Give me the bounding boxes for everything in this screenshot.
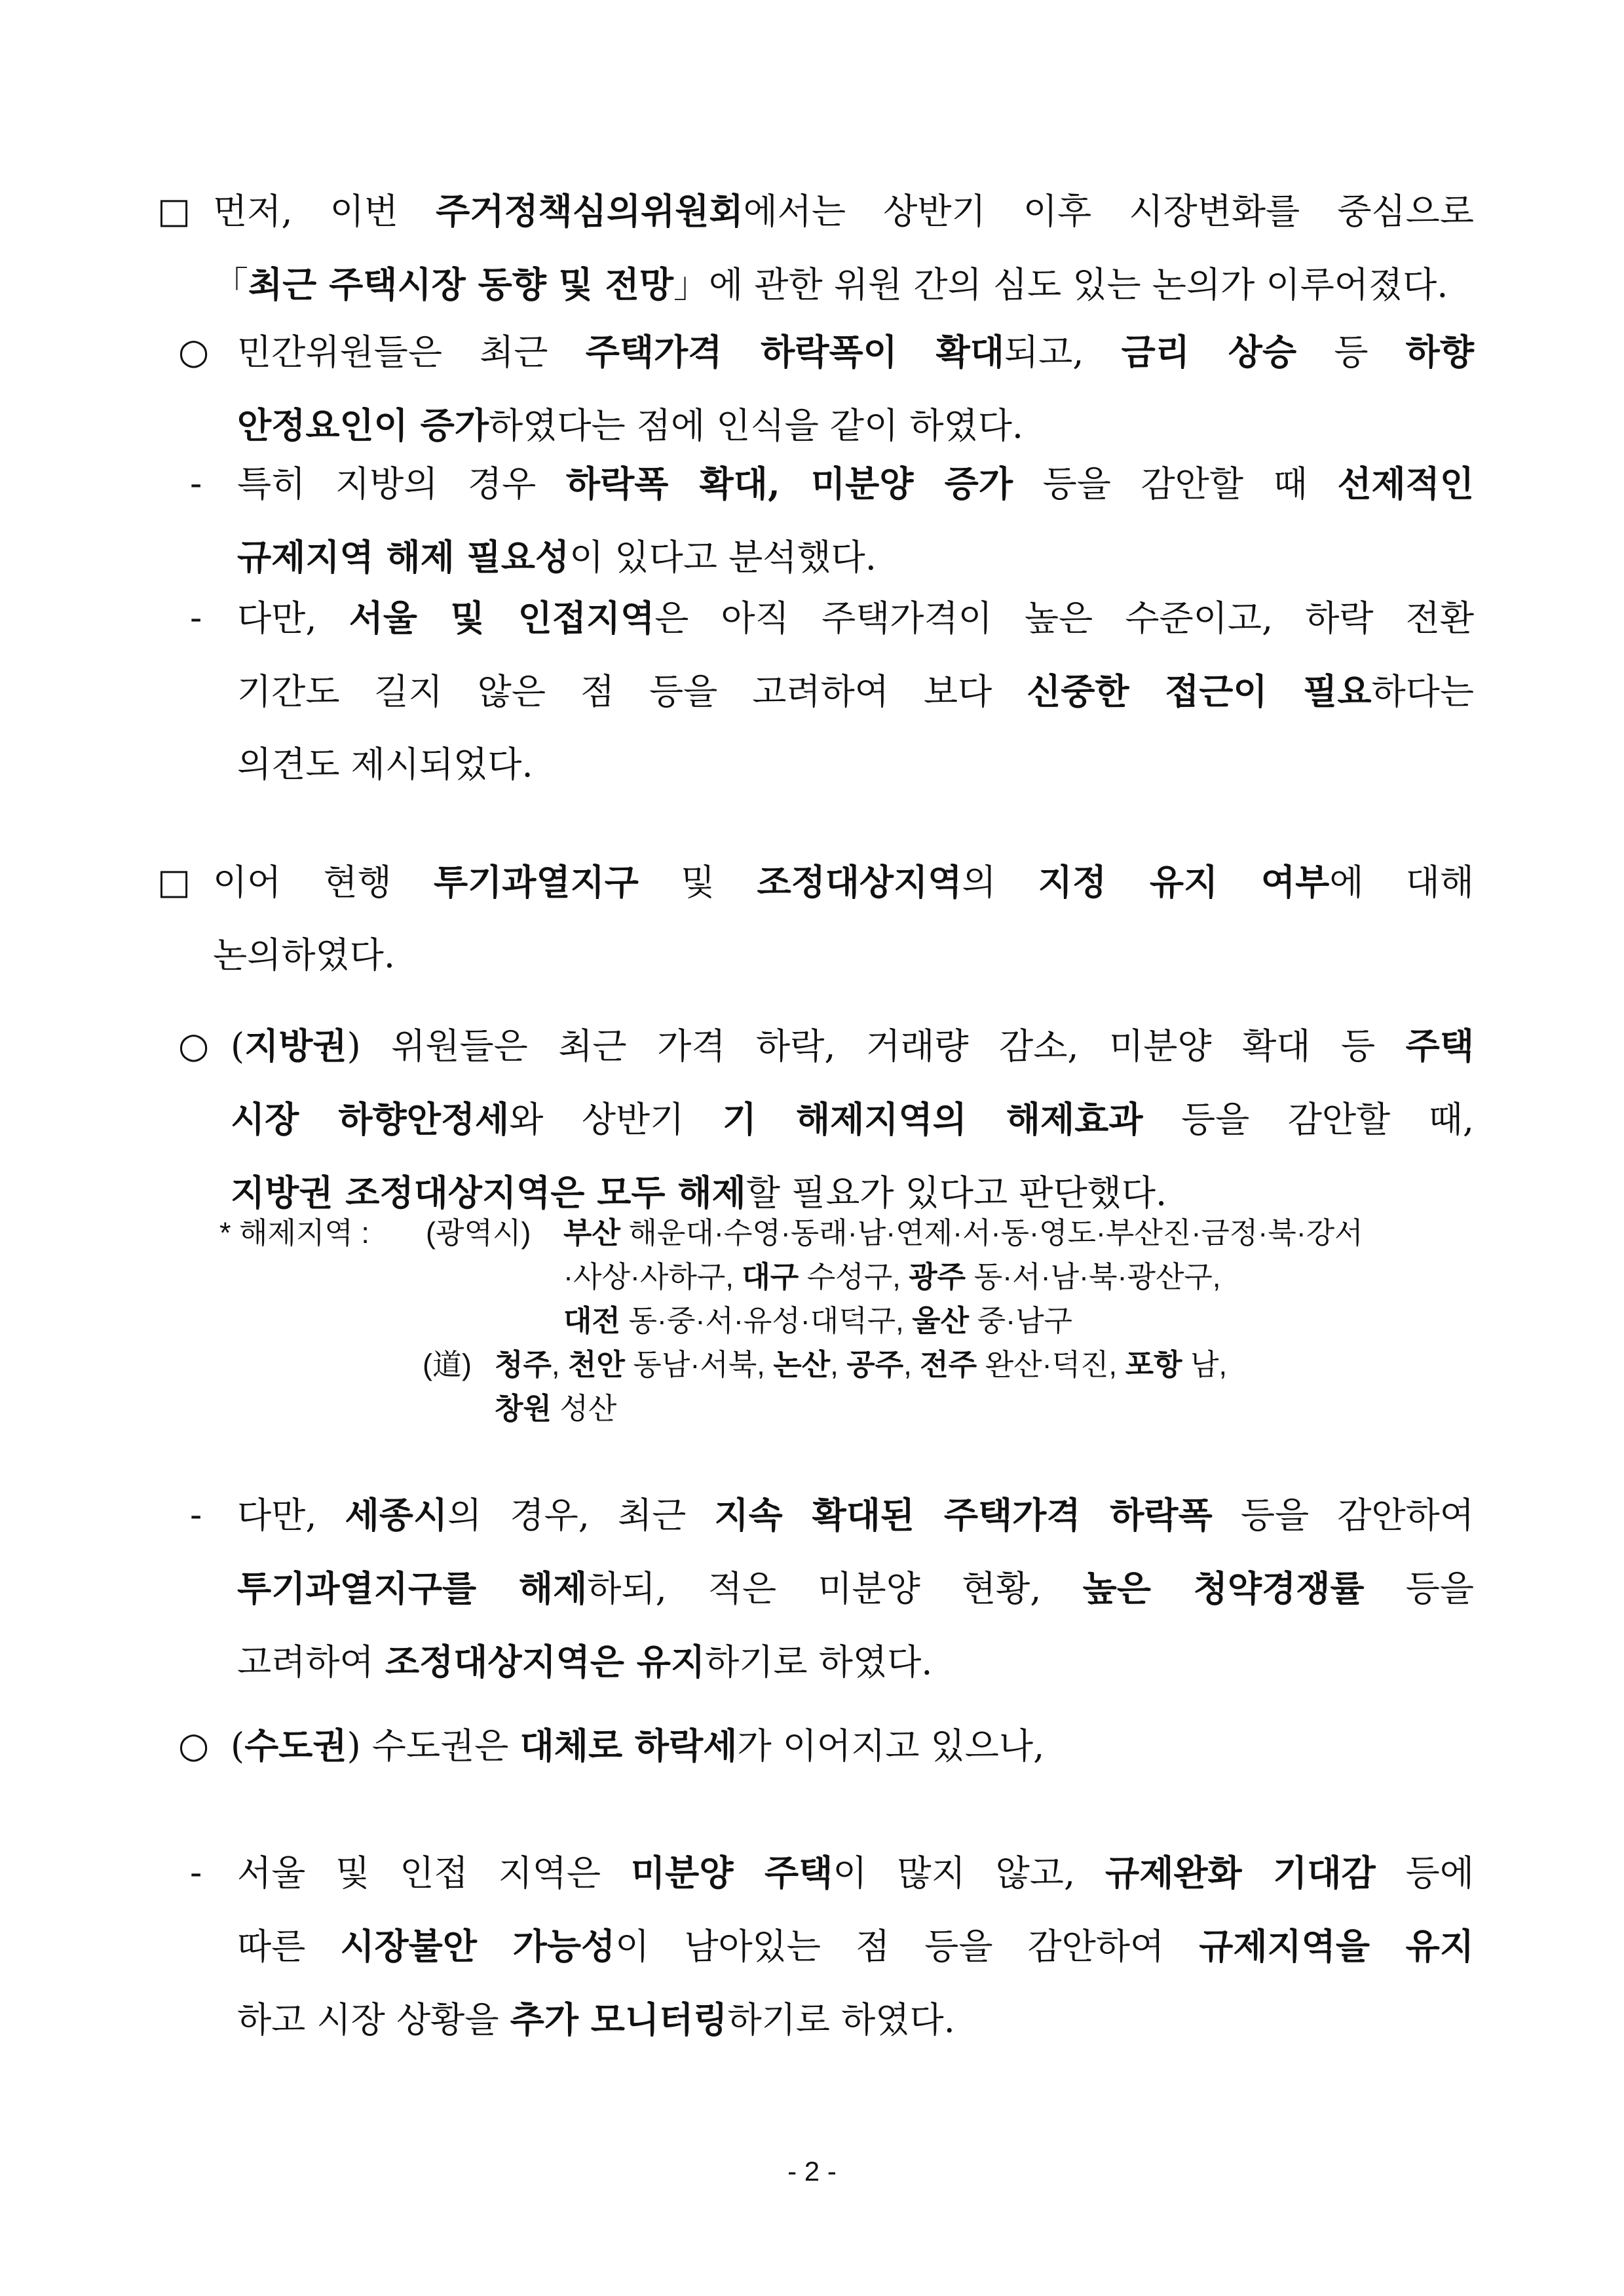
text-run: ) 위원들은 최근 가격 하락, 거래량 감소, 미분양 확대 등 (347, 1025, 1406, 1067)
text-line (237, 315, 1474, 389)
text-line (213, 919, 1474, 992)
text-run: 민간위원들은 최근 (237, 332, 586, 373)
text-line (237, 1625, 1474, 1698)
bold-phrase: 안정요인이 증가 (237, 404, 489, 446)
text-run: 동·서·남·북·광산구, (966, 1260, 1221, 1293)
text-run: 특히 지방의 경우 (237, 463, 566, 505)
bold-phrase: 지속 확대된 주택가격 하락폭 (714, 1494, 1213, 1536)
text-run: 완산·덕진, (977, 1348, 1125, 1381)
text-run: 남, (1182, 1348, 1227, 1381)
text-run: 수성구, (799, 1260, 909, 1293)
text-run: 따른 (237, 1926, 341, 1967)
bold-phrase: 지정 유지 여부 (1038, 861, 1330, 903)
text-run: ( (231, 1025, 245, 1067)
text-line (237, 655, 1474, 728)
text-run: 에서는 상반기 이후 시장변화를 중심으로 (743, 191, 1474, 232)
text-run: 의 (962, 862, 1038, 903)
s2-dash-paragraph-1 (237, 1478, 1474, 1698)
text-run: 하였다는 점에 인식을 같이 하였다. (488, 405, 1024, 446)
s2-circle-paragraph-2 (231, 1709, 1474, 1782)
bold-phrase: 논산 (773, 1348, 831, 1381)
text-run: 등을 감안할 때, (1142, 1099, 1474, 1140)
bold-phrase: 부산 (563, 1216, 620, 1250)
text-run: 할 필요가 있다고 판단했다. (746, 1172, 1167, 1214)
text-run: 기간도 길지 않은 점 등을 고려하여 보다 (237, 671, 1027, 712)
text-run: 성산 (551, 1392, 617, 1425)
bold-phrase: 대체로 하락세 (519, 1725, 738, 1767)
bold-phrase: 최근 주택시장 동향 및 전망 (248, 263, 674, 305)
bold-phrase: 청주 (495, 1348, 552, 1381)
dash-marker: - (190, 1494, 202, 1535)
text-line (237, 1909, 1474, 1983)
text-run: 하고 시장 상황을 (237, 1999, 510, 2040)
bold-phrase: 높은 청약경쟁률 (1082, 1567, 1365, 1609)
bold-phrase: 지방권 조정대상지역은 모두 해제 (231, 1172, 746, 1214)
bold-phrase: 미분양 주택 (630, 1852, 833, 1894)
bold-phrase: 수도권 (244, 1725, 347, 1767)
text-line (231, 1709, 1474, 1782)
text-run: 이어 현행 (213, 862, 434, 903)
bold-phrase: 조정대상지역 (757, 861, 962, 903)
bold-phrase: 시장불안 가능성 (340, 1925, 616, 1967)
dash-marker: - (190, 597, 202, 638)
text-run: 논의하였다. (213, 934, 395, 976)
footnote-marker: * 해제지역 : (219, 1216, 369, 1250)
section-marker: □ (157, 861, 191, 902)
section-2-paragraph (213, 845, 1474, 992)
text-run: 등에 (1375, 1852, 1474, 1894)
text-run: 다만, (237, 598, 349, 639)
text-run: 이 많지 않고, (833, 1852, 1106, 1894)
text-run: ) 수도권은 (347, 1725, 520, 1767)
bold-phrase: 주거정책심의위원회 (436, 190, 744, 232)
footnote-metro-list (563, 1211, 1363, 1343)
bold-phrase: 금리 상승 (1121, 331, 1297, 373)
footnote-label-province: (道) (423, 1348, 472, 1381)
circle-bullet-marker: ○ (178, 1725, 210, 1766)
bold-phrase: 선제적인 (1337, 463, 1474, 505)
text-run: 의 경우, 최근 (447, 1495, 715, 1536)
bold-phrase: 광주 (909, 1260, 966, 1293)
bold-phrase: 세종시 (345, 1494, 448, 1536)
text-run: 이 있다고 분석했다. (569, 537, 877, 578)
text-run: 하다는 (1371, 671, 1474, 712)
page-number: - 2 - (787, 2156, 837, 2187)
text-run: 의견도 제시되었다. (237, 744, 533, 785)
text-line (231, 1009, 1474, 1082)
text-run: 해운대·수영·동래·남·연제·서·동·영도·부산진·금정·북·강서 (620, 1216, 1363, 1250)
bold-phrase: 창원 (495, 1392, 552, 1425)
bold-phrase: 주택가격 하락폭이 확대 (585, 331, 1004, 373)
text-run: 이 남아있는 점 등을 감안하여 (615, 1926, 1199, 1967)
text-line (495, 1348, 1227, 1381)
text-run: 다만, (237, 1495, 345, 1536)
text-run: 및 (638, 862, 757, 903)
text-run: 등을 감안할 때 (1013, 463, 1338, 505)
bold-phrase: 투기과열지구 (433, 861, 639, 903)
text-run: , (830, 1348, 847, 1381)
text-run: 에 대해 (1329, 862, 1474, 903)
text-line (563, 1260, 1220, 1293)
bold-phrase: 기 해제지역의 해제효과 (722, 1098, 1143, 1140)
bold-phrase: 시장 하향안정세 (231, 1098, 510, 1140)
text-line (213, 248, 1474, 321)
circle-bullet-marker: ○ (178, 1025, 210, 1066)
bold-phrase: 천안 (567, 1348, 625, 1381)
section-1-paragraph (213, 174, 1474, 321)
section-marker: □ (157, 190, 191, 231)
text-run: 서울 및 인접 지역은 (237, 1852, 631, 1894)
bold-phrase: 주택 (1405, 1025, 1474, 1067)
dash-marker: - (190, 1852, 202, 1893)
s1-circle-paragraph (237, 315, 1474, 462)
bold-phrase: 대전 (563, 1304, 620, 1337)
bold-phrase: 전주 (920, 1348, 977, 1381)
text-line (237, 1836, 1474, 1909)
bold-phrase: 규제완화 기대감 (1105, 1852, 1376, 1894)
text-run: 가 이어지고 있으나, (737, 1725, 1045, 1767)
bold-phrase: 추가 모니터링 (510, 1999, 728, 2040)
text-line (213, 174, 1474, 248)
text-line (563, 1216, 1363, 1250)
text-run: 」에 관한 위원 간의 심도 있는 논의가 이루어졌다. (673, 264, 1448, 305)
bold-phrase: 공주 (846, 1348, 904, 1381)
circle-bullet-marker: ○ (178, 331, 210, 372)
text-line (563, 1304, 1072, 1337)
dash-marker: - (190, 463, 202, 504)
text-line (237, 447, 1474, 520)
bold-phrase: 조정대상지역은 유지 (385, 1641, 706, 1683)
text-run: 등을 감안하여 (1212, 1495, 1474, 1536)
bold-phrase: 울산 (912, 1304, 970, 1337)
text-run: 동남·서북, (624, 1348, 774, 1381)
text-run: 되고, (1004, 332, 1122, 373)
text-line (237, 728, 1474, 801)
text-line (495, 1392, 616, 1425)
text-run: 등 (1296, 332, 1406, 373)
footnote-province-list (495, 1343, 1227, 1430)
bold-phrase: 규제지역 해제 필요성 (237, 536, 570, 578)
footnote-label-metro: (광역시) (426, 1216, 531, 1250)
text-run: 고려하여 (237, 1641, 385, 1683)
text-run: 「 (213, 264, 248, 305)
text-run: ·사상·사하구, (563, 1260, 742, 1293)
text-run: 하되, 적은 미분양 현황, (587, 1568, 1083, 1609)
text-run: 중·남구 (969, 1304, 1073, 1337)
text-run: 동·중·서·유성·대덕구, (620, 1304, 913, 1337)
bold-phrase: 하락폭 확대, 미분양 증가 (565, 463, 1013, 505)
s1-dash-paragraph-2 (237, 581, 1474, 801)
bold-phrase: 포항 (1125, 1348, 1182, 1381)
bold-phrase: 하향 (1405, 331, 1474, 373)
text-run: 등을 (1364, 1568, 1474, 1609)
text-line (237, 1552, 1474, 1625)
text-line (237, 1983, 1474, 2056)
text-run: 먼저, 이번 (213, 191, 436, 232)
text-line (237, 1478, 1474, 1552)
bold-phrase: 서울 및 인접지역 (349, 597, 655, 639)
bold-phrase: 규제지역을 유지 (1199, 1925, 1474, 1967)
text-run: 은 아직 주택가격이 높은 수준이고, 하락 전환 (654, 598, 1475, 639)
text-line (213, 845, 1474, 919)
bold-phrase: 지방권 (244, 1025, 347, 1067)
text-run: 와 상반기 (509, 1099, 723, 1140)
text-line (237, 581, 1474, 655)
text-run: ( (231, 1725, 245, 1767)
text-run: 하기로 하였다. (727, 1999, 955, 2040)
text-line (231, 1082, 1474, 1156)
text-run: , (903, 1348, 920, 1381)
s2-circle-paragraph-1 (231, 1009, 1474, 1229)
s1-dash-paragraph-1 (237, 447, 1474, 594)
s2-dash-paragraph-2 (237, 1836, 1474, 2056)
bold-phrase: 대구 (742, 1260, 799, 1293)
bold-phrase: 투기과열지구를 해제 (237, 1567, 588, 1609)
text-run: 하기로 하였다. (705, 1641, 933, 1683)
bold-phrase: 신중한 접근이 필요 (1027, 670, 1372, 712)
text-run: , (551, 1348, 568, 1381)
